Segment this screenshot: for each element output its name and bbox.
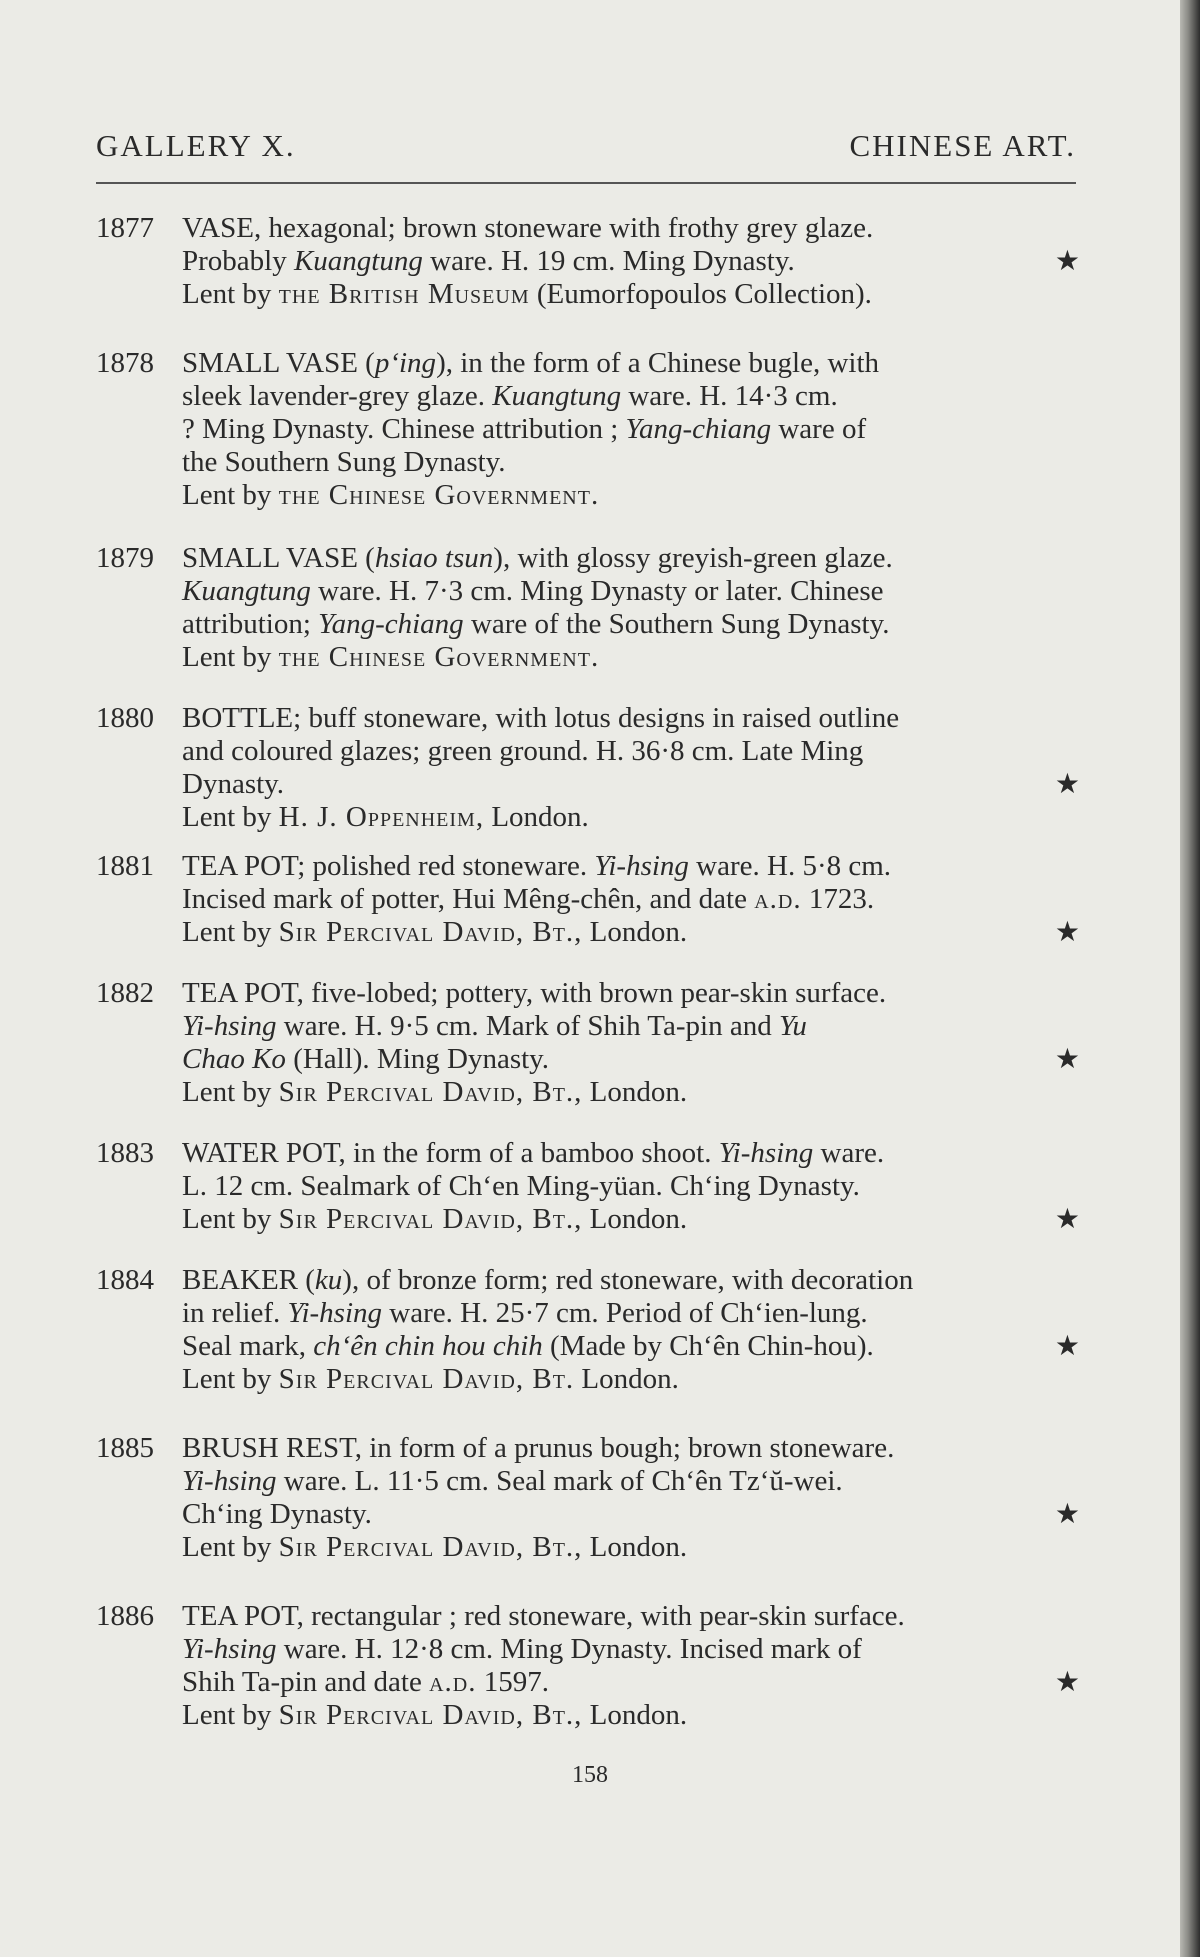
entry-number: 1885	[96, 1432, 154, 1464]
entry-number: 1879	[96, 542, 154, 574]
header-section: CHINESE ART.	[849, 128, 1076, 163]
star-icon: ★	[1054, 1499, 1080, 1530]
header-gallery: GALLERY X.	[96, 128, 296, 163]
star-icon: ★	[1054, 1667, 1080, 1698]
entry-1884: 1884 BEAKER (ku), of bronze form; red stoneware, with decoration in relief. Yi-hsing ware. H. 25·7 cm. Period of Ch‘ien-lung. Seal mark, ch‘ên chin hou chih (Made by Ch‘ên Chin-hou). ★ Lent by Sir Percival David, Bt. London.	[96, 1264, 1080, 1395]
lender-name: Sir Percival David, Bt.,	[278, 1076, 583, 1108]
entry-number: 1882	[96, 977, 154, 1009]
lender-name: Sir Percival David, Bt.,	[278, 1699, 583, 1731]
star-icon: ★	[1054, 1331, 1080, 1362]
entry-text: VASE, hexagonal; brown stoneware with frothy grey glaze.	[182, 212, 874, 244]
page-edge	[1180, 0, 1200, 1957]
star-icon: ★	[1054, 1044, 1080, 1075]
star-icon: ★	[1054, 246, 1080, 277]
lender-name: Sir Percival David, Bt.,	[278, 1203, 583, 1235]
star-icon: ★	[1054, 1204, 1080, 1235]
catalogue-entries	[96, 212, 1080, 1732]
lender-name: Sir Percival David, Bt.,	[278, 1531, 583, 1563]
entry-1879: 1879 SMALL VASE (hsiao tsun), with glossy greyish-green glaze. Kuangtung ware. H. 7·3 cm. Ming Dynasty or later. Chinese attribution; Yang-chiang ware of the Southern Sung Dynasty. Lent by the Chinese Government.	[96, 542, 893, 673]
lender-name: H. J. Oppenheim,	[278, 801, 485, 833]
entry-number: 1884	[96, 1264, 154, 1296]
entry-1878: 1878 SMALL VASE (p‘ing), in the form of a Chinese bugle, with sleek lavender-grey glaze. Kuangtung ware. H. 14·3 cm. ? Ming Dynasty. Chinese attribution ; Yang-chiang ware of the Southern Sung Dynasty. Lent by the Chinese Government.	[96, 347, 880, 511]
entry-1885: 1885 BRUSH REST, in form of a prunus bough; brown stoneware. Yi-hsing ware. L. 11·5 cm. Seal mark of Ch‘ên Tz‘ŭ-wei. Ch‘ing Dynasty. ★ Lent by Sir Percival David, Bt., London.	[96, 1432, 1080, 1563]
header-rule	[96, 182, 1076, 184]
entry-number: 1883	[96, 1137, 154, 1169]
lender-name: the Chinese Government.	[278, 641, 600, 673]
entry-1882: 1882 TEA POT, five-lobed; pottery, with brown pear-skin surface. Yi-hsing ware. H. 9·5 cm. Mark of Shih Ta-pin and Yu Chao Ko (Hall). Ming Dynasty. ★ Lent by Sir Percival David, Bt., London.	[96, 977, 1080, 1108]
lender-name: the Chinese Government.	[278, 479, 600, 511]
lender-name: Sir Percival David, Bt.	[278, 1363, 575, 1395]
entry-1883: 1883 WATER POT, in the form of a bamboo shoot. Yi-hsing ware. L. 12 cm. Sealmark of Ch‘en Ming-yüan. Ch‘ing Dynasty. Lent by Sir Percival David, Bt., London. ★	[96, 1137, 1080, 1235]
entry-1880: 1880 BOTTLE; buff stoneware, with lotus designs in raised outline and coloured glazes; green ground. H. 36·8 cm. Late Ming Dynasty. ★ Lent by H. J. Oppenheim, London.	[96, 702, 1080, 833]
star-icon: ★	[1054, 769, 1080, 800]
entry-number: 1877	[96, 212, 154, 244]
lender-name: the British Museum	[278, 278, 530, 310]
page-number: 158	[572, 1762, 608, 1788]
entry-number: 1880	[96, 702, 154, 734]
lender-name: Sir Percival David, Bt.,	[278, 916, 583, 948]
entry-1881: 1881 TEA POT; polished red stoneware. Yi-hsing ware. H. 5·8 cm. Incised mark of potter, Hui Mêng-chên, and date a.d. 1723. Lent by Sir Percival David, Bt., London. ★	[96, 850, 1080, 948]
entry-number: 1881	[96, 850, 154, 882]
star-icon: ★	[1054, 917, 1080, 948]
entry-number: 1878	[96, 347, 154, 379]
entry-number: 1886	[96, 1600, 154, 1632]
entry-1886: 1886 TEA POT, rectangular ; red stoneware, with pear-skin surface. Yi-hsing ware. H. 12·8 cm. Ming Dynasty. Incised mark of Shih Ta-pin and date a.d. 1597. ★ Lent by Sir Percival David, Bt., London.	[96, 1600, 1080, 1731]
entry-1877: 1877 VASE, hexagonal; brown stoneware with frothy grey glaze. Probably Kuangtung ware. H. 19 cm. Ming Dynasty. ★ Lent by the British Museum (Eumorfopoulos Collection).	[96, 212, 1080, 310]
